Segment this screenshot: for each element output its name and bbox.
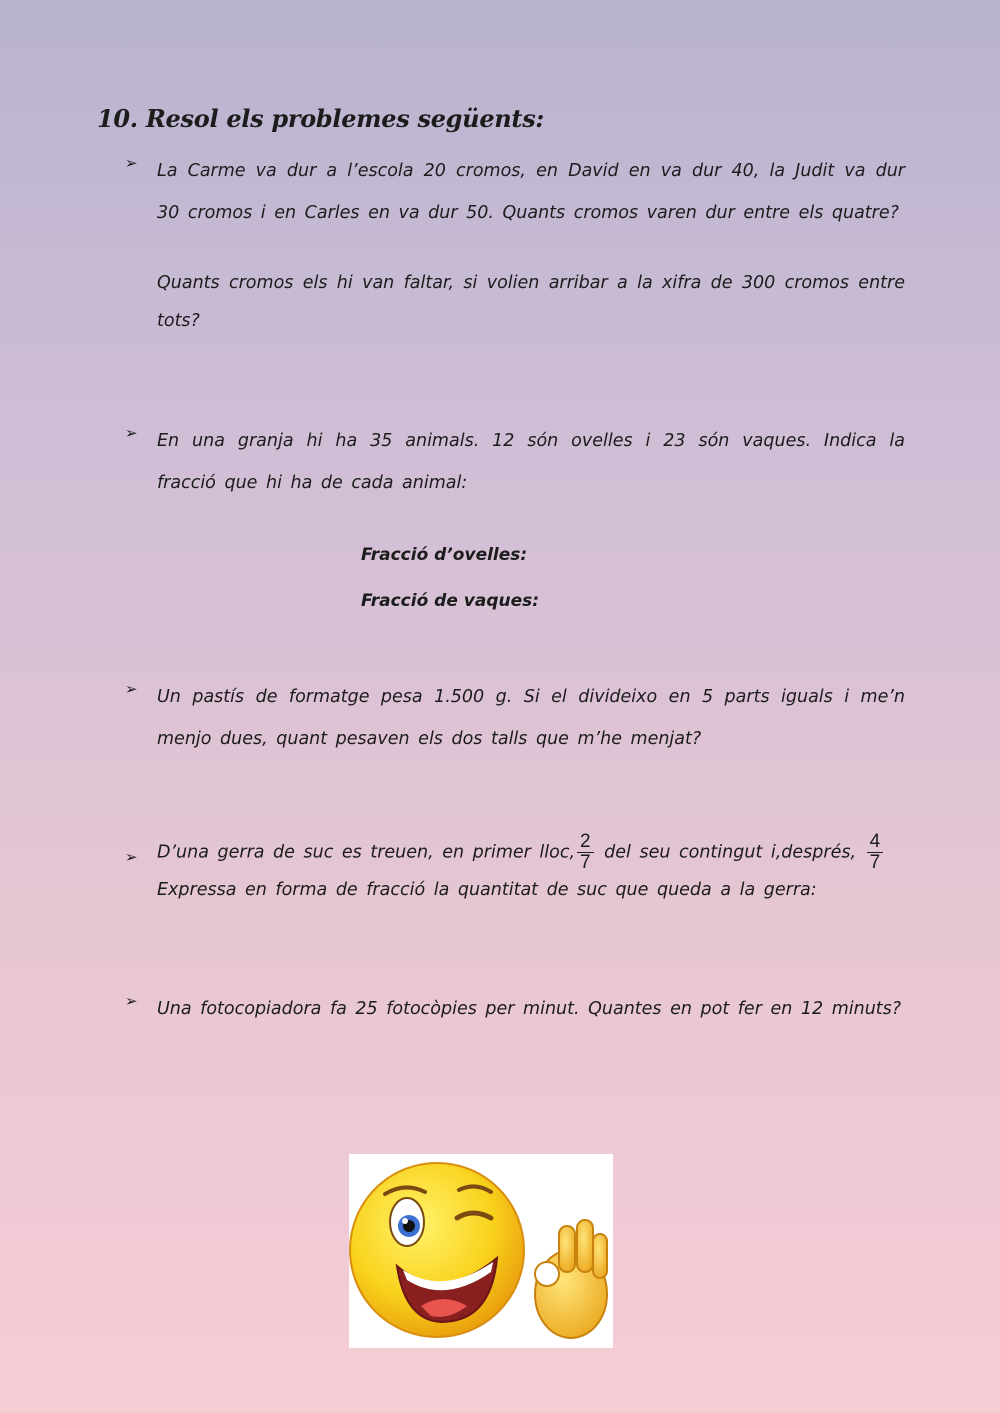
arrow-bullet-icon: ➢ bbox=[125, 848, 138, 866]
problem-4-question bbox=[157, 832, 905, 873]
winking-smiley-icon bbox=[349, 1154, 613, 1348]
problem-4-text-a: D’una gerra de suc es treuen, en primer lloc, bbox=[157, 842, 576, 863]
problem-4-instruction: Expressa en forma de fracció la quantitat de suc que queda a la gerra: bbox=[157, 880, 817, 900]
problem-4-text-b: del seu contingut i,després, bbox=[604, 842, 857, 863]
fraction-denominator: 7 bbox=[580, 852, 591, 873]
problem-1 bbox=[125, 150, 905, 340]
fraction-denominator: 7 bbox=[869, 852, 881, 873]
fraction-numerator: 4 bbox=[867, 832, 884, 853]
problem-2-question: En una granja hi ha 35 animals. 12 són ovelles i 23 són vaques. Indica la fracció que hi ha de cada animal: bbox=[157, 431, 905, 493]
problem-2 bbox=[125, 420, 905, 504]
fraction-numerator: 2 bbox=[577, 832, 594, 853]
problem-5-question: Una fotocopiadora fa 25 fotocòpies per minut. Quantes en pot fer en 12 minuts? bbox=[157, 999, 902, 1019]
winking-smiley-image bbox=[349, 1154, 613, 1348]
problem-3-question: Un pastís de formatge pesa 1.500 g. Si el divideixo en 5 parts iguals i me’n menjo dues, quant pesaven els dos talls que m’he menjat? bbox=[157, 687, 905, 749]
label-fraccio-vaques: Fracció de vaques: bbox=[361, 591, 540, 611]
problem-1-question-1: La Carme va dur a l’escola 20 cromos, en David en va dur 40, la Judit va dur 30 cromos i en Carles en va dur 50. Quants cromos varen dur entre els quatre? bbox=[157, 161, 905, 223]
problem-4 bbox=[125, 832, 905, 903]
arrow-bullet-icon: ➢ bbox=[125, 154, 138, 172]
problem-5 bbox=[125, 988, 905, 1030]
problem-3 bbox=[125, 676, 905, 760]
arrow-bullet-icon: ➢ bbox=[125, 992, 138, 1010]
fraction-two-sevenths bbox=[577, 832, 594, 873]
arrow-bullet-icon: ➢ bbox=[125, 680, 138, 698]
section-title: 10. Resol els problemes següents: bbox=[97, 104, 544, 133]
fraction-four-sevenths bbox=[867, 832, 884, 873]
label-fraccio-ovelles: Fracció d’ovelles: bbox=[361, 545, 528, 565]
arrow-bullet-icon: ➢ bbox=[125, 424, 138, 442]
problem-1-question-2: Quants cromos els hi van faltar, si volien arribar a la xifra de 300 cromos entre tots? bbox=[157, 273, 905, 331]
